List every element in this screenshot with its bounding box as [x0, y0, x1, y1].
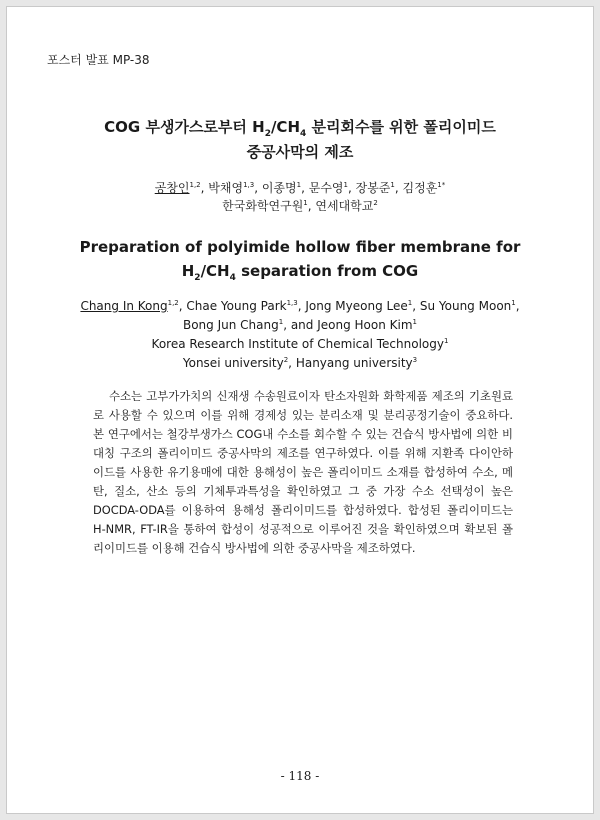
author-ko-3: 이종명 [261, 181, 297, 195]
author-ko-2: 박채영 [208, 181, 244, 195]
author-ko-6: 김정훈 [402, 181, 438, 195]
title-english [7, 235, 593, 283]
authors-english-block [7, 297, 593, 373]
affiliation-english-1: Korea Research Institute of Chemical Technology$^1$ [151, 337, 449, 351]
header-label: 포스터 발표 MP-38 [47, 53, 150, 67]
authors-korean-block [7, 179, 593, 215]
author-en-6: Jeong Hoon Kim [317, 318, 413, 332]
title-english-line2: $H_2/CH_4$ separation from COG [181, 262, 419, 283]
affiliations-korean: 한국화학연구원$^1$, 연세대학교$^2$ [222, 199, 378, 213]
authors-korean: 공창인$^{1,2}$, 박채영$^{1,3}$, 이종명$^1$, 문수영$^1$, 장봉준$^1$, 김정훈$^{1*}$ [154, 181, 446, 195]
author-en-4: Su Young Moon [419, 299, 512, 313]
title-korean-line1: COG 부생가스로부터 $H_2/CH_4$ 분리회수를 위한 폴리이미드 [104, 118, 496, 139]
author-ko-4: 문수영 [308, 181, 344, 195]
affiliation-english-2: Yonsei university$^2$, Hanyang university$^3$ [182, 356, 418, 370]
author-ko-5: 장봉준 [355, 181, 391, 195]
author-en-5: Bong Jun Chang [182, 318, 279, 332]
author-en-1: Chang In Kong [80, 299, 168, 313]
title-korean-line2: 중공사막의 제조 [246, 143, 354, 161]
title-english-line1: Preparation of polyimide hollow fiber membrane for [79, 238, 521, 256]
title-korean [7, 115, 593, 165]
author-en-3: Jong Myeong Lee [305, 299, 408, 313]
abstract [93, 387, 513, 558]
page-sheet [6, 6, 594, 814]
authors-english-line1: Chang In Kong$^{1,2}$, Chae Young Park$^{1,3}$, Jong Myeong Lee$^1$, Su Young Moon$^1$, [80, 299, 520, 313]
abstract-paragraph: 수소는 고부가가치의 신재생 수송원료이자 탄소자원화 화학제품 제조의 기초원료로 사용할 수 있으며 이를 위해 경제성 있는 분리소재 및 분리공정기술이 중요하다. 본 연구에서는 철강부생가스 COG내 수소를 회수할 수 있는 건습식 방사법에 의한 비대칭 구조의 폴리이미드 중공사막의 제조를 연구하였다. 이를 위해 지환족 다이안하이드를 사용한 유기용매에 대한 용해성이 높은 폴리이미드 소재를 합성하여 수소, 메탄, 질소, 산소 등의 기체투과특성을 확인하였고 그 중 가장 수소 선택성이 높은 DOCDA-ODA를 이용하여 용해성 폴리이미드를 합성하였다. 합성된 폴리이미드는 H-NMR, FT-IR을 통하여 합성이 성공적으로 이루어진 것을 확인하였으며 확보된 폴리이미드를 이용해 건습식 방사법에 의한 중공사막을 제조하였다. [93, 389, 513, 555]
author-ko-1: 공창인 [154, 181, 190, 195]
author-en-2: Chae Young Park [186, 299, 287, 313]
authors-english-line2: Bong Jun Chang$^1$, and Jeong Hoon Kim$^1$ [182, 318, 418, 332]
page-number: - 118 - [280, 769, 320, 783]
